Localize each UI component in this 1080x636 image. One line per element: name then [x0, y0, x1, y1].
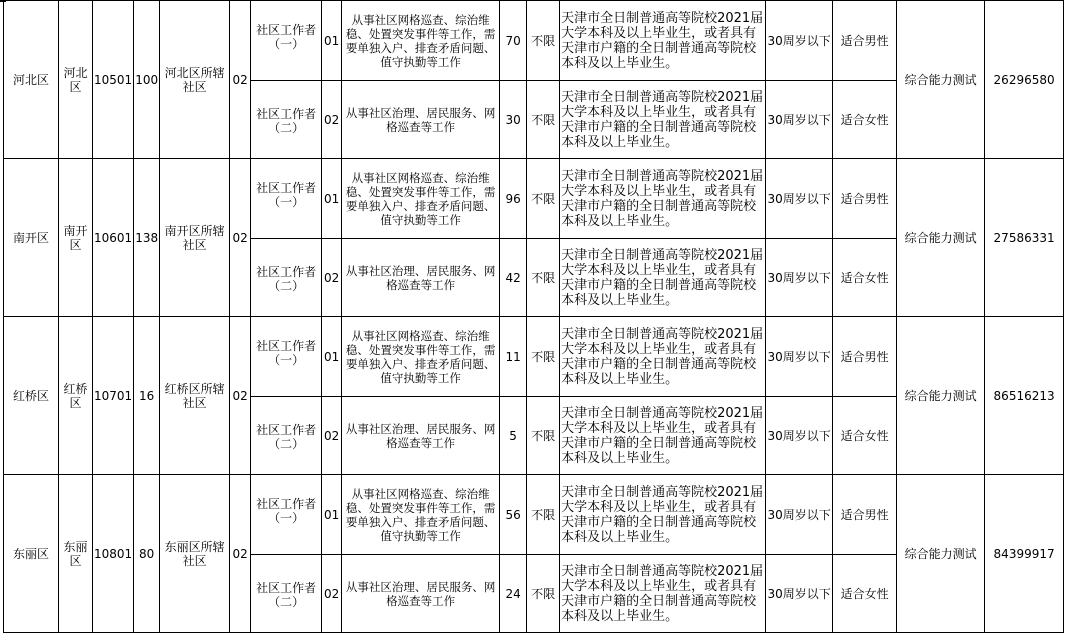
position-cell: 社区工作者（二）	[251, 239, 322, 317]
district-cell: 红桥区	[4, 317, 59, 475]
duty-cell: 从事社区治理、居民服务、网格巡查等工作	[342, 81, 500, 159]
unit-code-cell: 02	[230, 159, 251, 317]
code-cell: 10801	[93, 475, 134, 633]
count-cell: 56	[500, 475, 527, 555]
requirement-cell: 天津市全日制普通高等院校2021届大学本科及以上毕业生，或者具有天津市户籍的全日制普通高等院校本科及以上毕业生。	[560, 317, 766, 397]
position-code-cell: 02	[322, 397, 342, 475]
age-cell: 30周岁以下	[766, 317, 833, 397]
district-cell: 河北区	[4, 1, 59, 159]
duty-cell: 从事社区网格巡查、综治维稳、处置突发事件等工作，需要单独入户、排查矛盾问题、值守执勤等工作	[342, 159, 500, 239]
position-cell: 社区工作者（一）	[251, 1, 322, 81]
count-cell: 5	[500, 397, 527, 475]
major-cell: 不限	[527, 81, 560, 159]
exam-cell: 综合能力测试	[897, 1, 985, 159]
unit-code-cell: 02	[230, 475, 251, 633]
position-code-cell: 01	[322, 1, 342, 81]
major-cell: 不限	[527, 475, 560, 555]
position-cell: 社区工作者（一）	[251, 159, 322, 239]
age-cell: 30周岁以下	[766, 555, 833, 633]
count-cell: 42	[500, 239, 527, 317]
duty-cell: 从事社区治理、居民服务、网格巡查等工作	[342, 397, 500, 475]
count-cell: 30	[500, 81, 527, 159]
code-cell: 10701	[93, 317, 134, 475]
duty-cell: 从事社区网格巡查、综治维稳、处置突发事件等工作，需要单独入户、排查矛盾问题、值守执勤等工作	[342, 1, 500, 81]
position-cell: 社区工作者（一）	[251, 475, 322, 555]
table-row	[4, 475, 1064, 555]
duty-cell: 从事社区网格巡查、综治维稳、处置突发事件等工作，需要单独入户、排查矛盾问题、值守执勤等工作	[342, 475, 500, 555]
total-cell: 80	[134, 475, 160, 633]
table-row	[4, 159, 1064, 239]
district-cell: 东丽区	[4, 475, 59, 633]
total-cell: 138	[134, 159, 160, 317]
note-cell: 适合女性	[833, 397, 897, 475]
age-cell: 30周岁以下	[766, 159, 833, 239]
table-row	[4, 317, 1064, 397]
recruitment-table	[3, 0, 1064, 633]
major-cell: 不限	[527, 397, 560, 475]
major-cell: 不限	[527, 239, 560, 317]
unit-code-cell: 02	[230, 317, 251, 475]
major-cell: 不限	[527, 1, 560, 81]
duty-cell: 从事社区网格巡查、综治维稳、处置突发事件等工作，需要单独入户、排查矛盾问题、值守执勤等工作	[342, 317, 500, 397]
major-cell: 不限	[527, 159, 560, 239]
table-body	[4, 1, 1064, 633]
duty-cell: 从事社区治理、居民服务、网格巡查等工作	[342, 555, 500, 633]
note-cell: 适合女性	[833, 239, 897, 317]
requirement-cell: 天津市全日制普通高等院校2021届大学本科及以上毕业生，或者具有天津市户籍的全日制普通高等院校本科及以上毕业生。	[560, 475, 766, 555]
requirement-cell: 天津市全日制普通高等院校2021届大学本科及以上毕业生，或者具有天津市户籍的全日制普通高等院校本科及以上毕业生。	[560, 397, 766, 475]
count-cell: 11	[500, 317, 527, 397]
requirement-cell: 天津市全日制普通高等院校2021届大学本科及以上毕业生，或者具有天津市户籍的全日制普通高等院校本科及以上毕业生。	[560, 1, 766, 81]
unit-code-cell: 02	[230, 1, 251, 159]
phone-cell: 86516213	[985, 317, 1064, 475]
exam-cell: 综合能力测试	[897, 475, 985, 633]
requirement-cell: 天津市全日制普通高等院校2021届大学本科及以上毕业生，或者具有天津市户籍的全日制普通高等院校本科及以上毕业生。	[560, 159, 766, 239]
table-row	[4, 1, 1064, 81]
phone-cell: 84399917	[985, 475, 1064, 633]
major-cell: 不限	[527, 555, 560, 633]
duty-cell: 从事社区治理、居民服务、网格巡查等工作	[342, 239, 500, 317]
count-cell: 24	[500, 555, 527, 633]
position-code-cell: 01	[322, 159, 342, 239]
position-code-cell: 02	[322, 81, 342, 159]
requirement-cell: 天津市全日制普通高等院校2021届大学本科及以上毕业生，或者具有天津市户籍的全日制普通高等院校本科及以上毕业生。	[560, 239, 766, 317]
position-code-cell: 01	[322, 317, 342, 397]
unit-cell: 东丽区所辖社区	[160, 475, 230, 633]
note-cell: 适合男性	[833, 159, 897, 239]
note-cell: 适合男性	[833, 1, 897, 81]
major-cell: 不限	[527, 317, 560, 397]
note-cell: 适合女性	[833, 81, 897, 159]
age-cell: 30周岁以下	[766, 239, 833, 317]
dept-cell: 河北区	[59, 1, 93, 159]
note-cell: 适合男性	[833, 475, 897, 555]
position-cell: 社区工作者（二）	[251, 397, 322, 475]
position-cell: 社区工作者（一）	[251, 317, 322, 397]
note-cell: 适合男性	[833, 317, 897, 397]
position-cell: 社区工作者（二）	[251, 555, 322, 633]
age-cell: 30周岁以下	[766, 1, 833, 81]
age-cell: 30周岁以下	[766, 397, 833, 475]
position-cell: 社区工作者（二）	[251, 81, 322, 159]
requirement-cell: 天津市全日制普通高等院校2021届大学本科及以上毕业生，或者具有天津市户籍的全日制普通高等院校本科及以上毕业生。	[560, 555, 766, 633]
dept-cell: 东丽区	[59, 475, 93, 633]
requirement-cell: 天津市全日制普通高等院校2021届大学本科及以上毕业生，或者具有天津市户籍的全日制普通高等院校本科及以上毕业生。	[560, 81, 766, 159]
exam-cell: 综合能力测试	[897, 317, 985, 475]
position-code-cell: 02	[322, 555, 342, 633]
exam-cell: 综合能力测试	[897, 159, 985, 317]
dept-cell: 红桥区	[59, 317, 93, 475]
position-code-cell: 02	[322, 239, 342, 317]
total-cell: 16	[134, 317, 160, 475]
count-cell: 70	[500, 1, 527, 81]
code-cell: 10501	[93, 1, 134, 159]
count-cell: 96	[500, 159, 527, 239]
dept-cell: 南开区	[59, 159, 93, 317]
note-cell: 适合女性	[833, 555, 897, 633]
age-cell: 30周岁以下	[766, 475, 833, 555]
phone-cell: 26296580	[985, 1, 1064, 159]
unit-cell: 南开区所辖社区	[160, 159, 230, 317]
unit-cell: 河北区所辖社区	[160, 1, 230, 159]
age-cell: 30周岁以下	[766, 81, 833, 159]
total-cell: 100	[134, 1, 160, 159]
phone-cell: 27586331	[985, 159, 1064, 317]
position-code-cell: 01	[322, 475, 342, 555]
district-cell: 南开区	[4, 159, 59, 317]
unit-cell: 红桥区所辖社区	[160, 317, 230, 475]
code-cell: 10601	[93, 159, 134, 317]
